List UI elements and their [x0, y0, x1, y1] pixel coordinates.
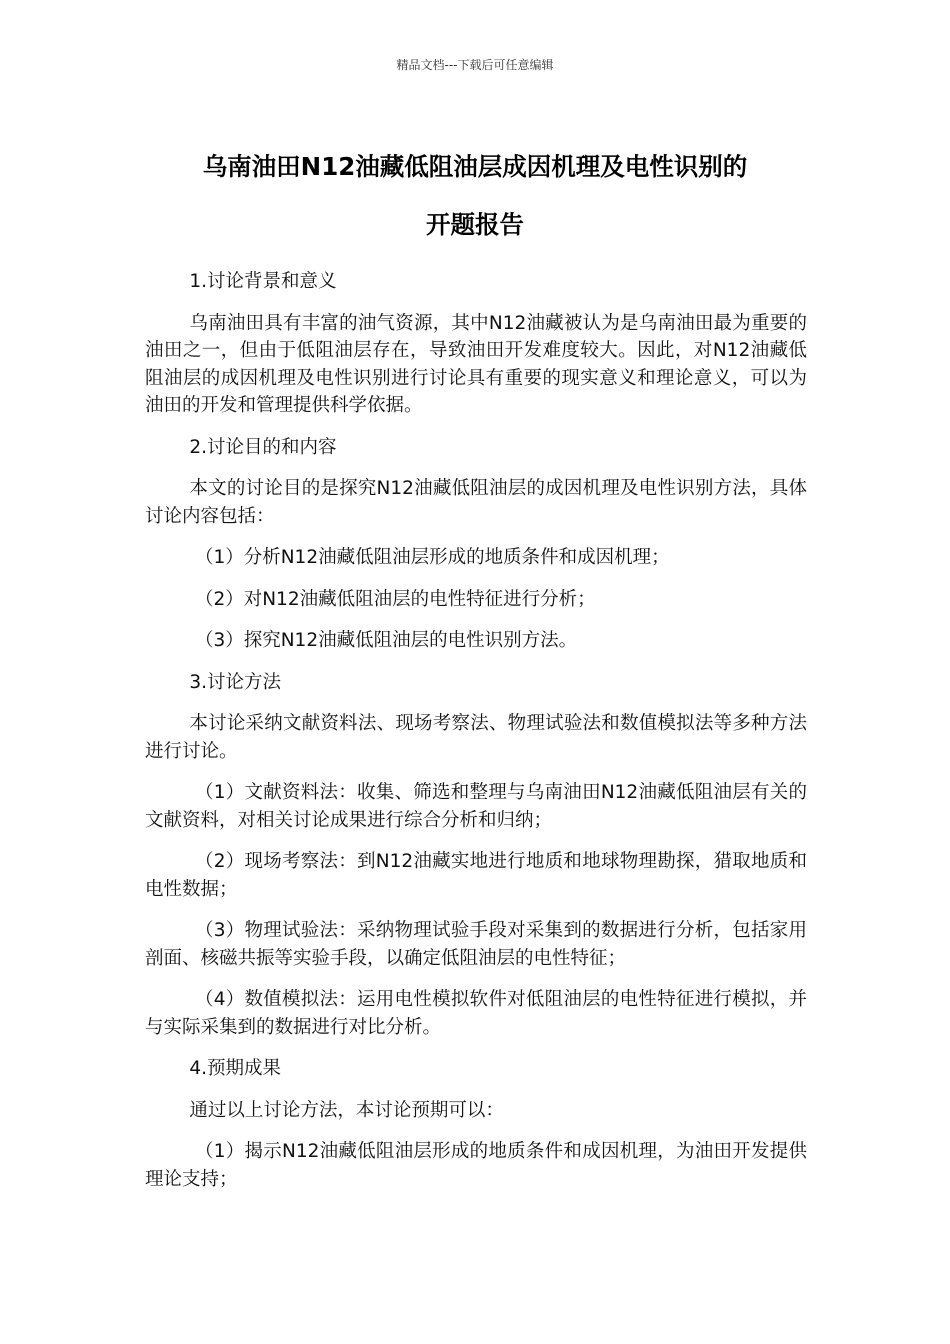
page-header: 精品文档---下载后可任意编辑 — [396, 58, 554, 72]
list-item: （1）揭示N12油藏低阻油层形成的地质条件和成因机理，为油田开发提供理论支持； — [145, 1141, 807, 1190]
list-item: （4）数值模拟法：运用电性模拟软件对低阻油层的电性特征进行模拟，并与实际采集到的数据进行对比分析。 — [145, 989, 807, 1038]
section-heading-outcomes: 4.预期成果 — [189, 1058, 282, 1079]
section-heading-background: 1.讨论背景和意义 — [189, 271, 337, 292]
title-line-1: 乌南油田N12油藏低阻油层成因机理及电性识别的 — [202, 152, 748, 181]
section-heading-objectives: 2.讨论目的和内容 — [189, 436, 337, 458]
list-item: （1）分析N12油藏低阻油层形成的地质条件和成因机理； — [194, 547, 670, 568]
section-body-outcomes: 通过以上讨论方法，本讨论预期可以： — [189, 1099, 504, 1121]
list-item: （2）对N12油藏低阻油层的电性特征进行分析； — [194, 588, 596, 610]
section-body-objectives: 本文的讨论目的是探究N12油藏低阻油层的成因机理及电性识别方法，具体讨论内容包括： — [145, 478, 807, 527]
document-body — [145, 268, 807, 1207]
list-item: （3）探究N12油藏低阻油层的电性识别方法。 — [194, 630, 578, 651]
section-heading-methods: 3.讨论方法 — [189, 671, 282, 693]
list-item: （2）现场考察法：到N12油藏实地进行地质和地球物理勘探，猎取地质和电性数据； — [145, 851, 807, 900]
section-body-background: 乌南油田具有丰富的油气资源，其中N12油藏被认为是乌南油田最为重要的油田之一，但由于低阻油层存在，导致油田开发难度较大。因此，对N12油藏低阻油层的成因机理及电性识别进行讨论具有重要的现实意义和理论意义，可以为油田的开发和管理提供科学依据。 — [145, 312, 807, 416]
document-title — [100, 138, 850, 254]
list-item: （1）文献资料法：收集、筛选和整理与乌南油田N12油藏低阻油层有关的文献资料，对相关讨论成果进行综合分析和归纳； — [145, 782, 807, 831]
section-body-methods: 本讨论采纳文献资料法、现场考察法、物理试验法和数值模拟法等多种方法进行讨论。 — [145, 713, 807, 762]
title-line-2: 开题报告 — [426, 210, 524, 239]
list-item: （3）物理试验法：采纳物理试验手段对采集到的数据进行分析，包括家用剖面、核磁共振等实验手段，以确定低阻油层的电性特征； — [145, 920, 807, 969]
